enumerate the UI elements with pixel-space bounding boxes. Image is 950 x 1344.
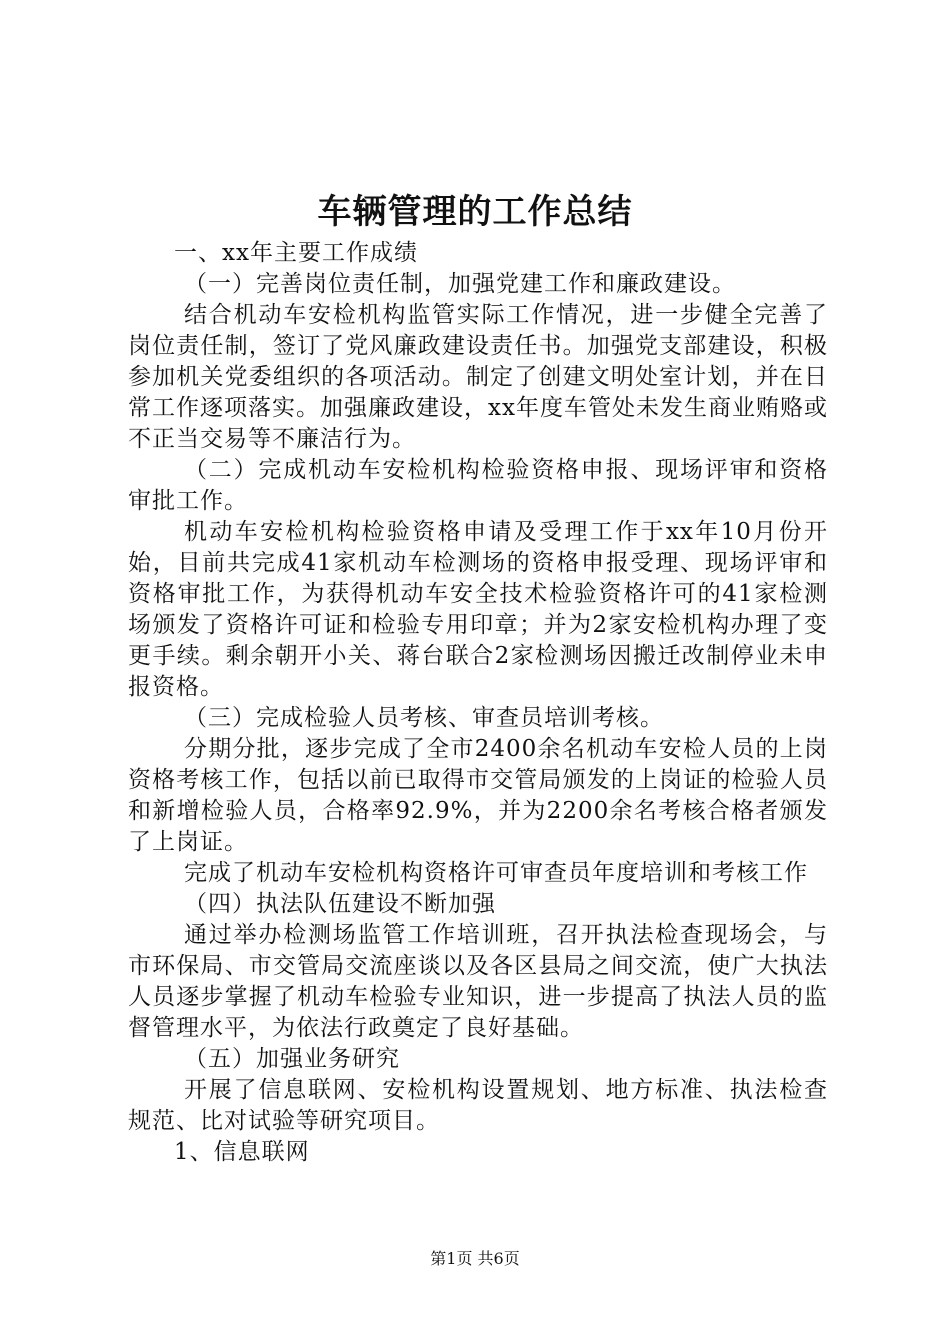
subsection-heading: （一）完善岗位责任制，加强党建工作和廉政建设。: [184, 271, 736, 297]
subsection-heading: （二）完成机动车安检机构检验资格申报、现场评审和资格审批工作。: [128, 457, 828, 514]
subsection-heading: （三）完成检验人员考核、审查员培训考核。: [184, 705, 664, 731]
body-paragraph: 通过举办检测场监管工作培训班，召开执法检查现场会，与市环保局、市交管局交流座谈以及各区县局之间交流，使广大执法人员逐步掌握了机动车检验专业知识，进一步提高了执法人员的监督管理水平，为依法行政奠定了良好基础。: [128, 922, 828, 1041]
body-paragraph: 机动车安检机构检验资格申请及受理工作于xx年10月份开始，目前共完成41家机动车检测场的资格申报受理、现场评审和资格审批工作，为获得机动车安全技术检验资格许可的41家检测场颁发了资格许可证和检验专用印章；并为2家安检机构办理了变更手续。剩余朝开小关、蒋台联合2家检测场因搬迁改制停业未申报资格。: [128, 519, 828, 700]
body-paragraph: 完成了机动车安检机构资格许可审查员年度培训和考核工作: [184, 860, 808, 886]
body-paragraph: 开展了信息联网、安检机构设置规划、地方标准、执法检查规范、比对试验等研究项目。: [128, 1077, 828, 1134]
subsection-heading: （五）加强业务研究: [184, 1046, 400, 1072]
list-item: 1、信息联网: [174, 1139, 310, 1165]
body-paragraph: 分期分批，逐步完成了全市2400余名机动车安检人员的上岗资格考核工作，包括以前已取得市交管局颁发的上岗证的检验人员和新增检验人员，合格率92.9%，并为2200余名考核合格者颁发了上岗证。: [128, 736, 828, 855]
section-heading: 一、xx年主要工作成绩: [174, 240, 418, 266]
body-paragraph: 结合机动车安检机构监管实际工作情况，进一步健全完善了岗位责任制，签订了党风廉政建设责任书。加强党支部建设，积极参加机关党委组织的各项活动。制定了创建文明处室计划，并在日常工作逐项落实。加强廉政建设，xx年度车管处未发生商业贿赂或不正当交易等不廉洁行为。: [128, 302, 828, 452]
document-body: [128, 238, 828, 1168]
subsection-heading: （四）执法队伍建设不断加强: [184, 891, 496, 917]
page-footer: 第1页 共6页: [430, 1249, 520, 1268]
document-title: 车辆管理的工作总结: [317, 192, 633, 232]
